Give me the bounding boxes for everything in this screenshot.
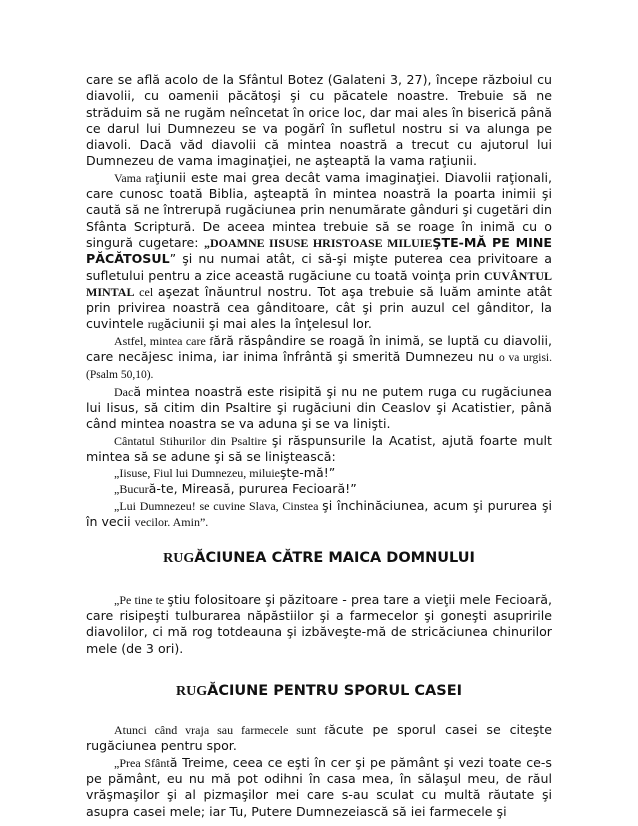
document-page (86, 72, 552, 820)
paragraph-atunci: Atunci când vraja sau farmecele sunt făcute pe sporul casei se citeşte rugăciunea pentru spor. (86, 722, 552, 754)
paragraph-astfel: Astfel, mintea care fără răspândire se roagă în inimă, se luptă cu diavolii, care necăjesc inima, iar inima înfrântă şi smerită Dumnezeu nu o va urgisi. (Psalm 50,10). (86, 332, 553, 382)
paragraph-vama-ratiunii: Vama raţiunii este mai grea decât vama imaginaţiei. Diavolii raţionali, care cunosc toată Biblia, aşteaptă în mintea noastră la poarta inimii şi caută să ne întrerupă rugăciunea prin nenumărate gânduri şi cugetări din Sfânta Scriptură. De aceea mintea trebuie să se roage în inimă cu o singură cugetare: „DOAMNE IISUSE HRISTOASE MILUIEŞTE-MĂ PE MINE PĂCĂTOSUL” şi nu numai atât, ci să-şi mişte puterea cea privitoare a sufletului pentru a zice această rugăciune cu toată voinţa prin CUVÂNTUL MINTAL cel aşezat înăuntrul nostru. Tot aşa trebuie să luăm aminte atât prin privirea noastră cea gânditoare, cât şi prin auzul cel gânditor, la cuvintele rugăciunii şi mai ales la înţelesul lor. (86, 169, 553, 332)
paragraph-prea-sfanta: „Prea Sfântă Treime, ceea ce eşti în cer şi pe pământ şi vezi toate ce-s pe pământ, eu nu mă pot odihni în casa mea, în sălaşul meu, de răul vrăşmaşilor şi al pizmaşilor mei care s-au sculat cu multă răutate şi asupra casei mele; iar Tu, Putere Dumnezeiască să iei farmecele şi (86, 754, 552, 819)
cuvantul-mintal: CUVÂNTUL MINTAL (86, 268, 552, 299)
paragraph-pe-tine: „Pe tine te ştiu folositoare şi păzitoare - prea tare a vieţii mele Fecioară, care risipeşti tulburarea năpăstiilor şi a farmecelor şi goneşti asupririle diavolilor, ci mă rog totdeauna şi izbăveşte-mă de stricăciunea chinurilor mele (de 3 ori). (86, 591, 552, 656)
heading-maica-domnului: RUGĂCIUNEA CĂTRE MAICA DOMNULUI (163, 550, 475, 567)
prayer-line-slava: „Lui Dumnezeu! se cuvine Slava, Cinstea şi închinăciunea, acum şi pururea şi în vecii vecilor. Amin”. (86, 497, 553, 530)
psalm-reference: o va urgisi. (Psalm 50,10). (86, 352, 553, 382)
prayer-text: „DOAMNE IISUSE HRISTOASE MILUIE (203, 235, 433, 250)
paragraph-daca: Dacă mintea noastră este risipită şi nu ne putem ruga cu rugăciunea lui Iisus, să citim din Psaltire şi rugăciuni din Ceaslov şi Acatistier, până când mintea noastra se va aduna şi se va linişti. (86, 383, 552, 432)
paragraph-intro: care se află acolo de la Sfântul Botez (Galateni 3, 27), începe războiul cu diavolii, cu oamenii păcătoşi şi cu păcatele noastre. Trebuie să ne străduim să ne rugăm neîncetat în orice loc, dar mai ales în biserică până ce darul lui Dumnezeu se va pogărî în sufletul nostru si va alunga pe diavoli. Dacă văd diavolii că mintea noastră a trecut cu ajutorul lui Dumnezeu de vama imaginaţiei, ne aşteaptă la vama raţiunii. (86, 72, 552, 169)
prayer-line-bucura: „Bucură-te, Mireasă, pururea Fecioară!” (114, 481, 357, 497)
paragraph-cantatul: Cântatul Stihurilor din Psaltire şi răspunsurile la Acatist, ajută foarte mult mintea să se adune şi să se liniştească: (86, 432, 552, 464)
heading-sporul-casei: RUGĂCIUNE PENTRU SPORUL CASEI (175, 682, 463, 699)
prayer-line-iisuse: „Iisuse, Fiul lui Dumnezeu, miluieşte-mă!” (114, 465, 336, 481)
